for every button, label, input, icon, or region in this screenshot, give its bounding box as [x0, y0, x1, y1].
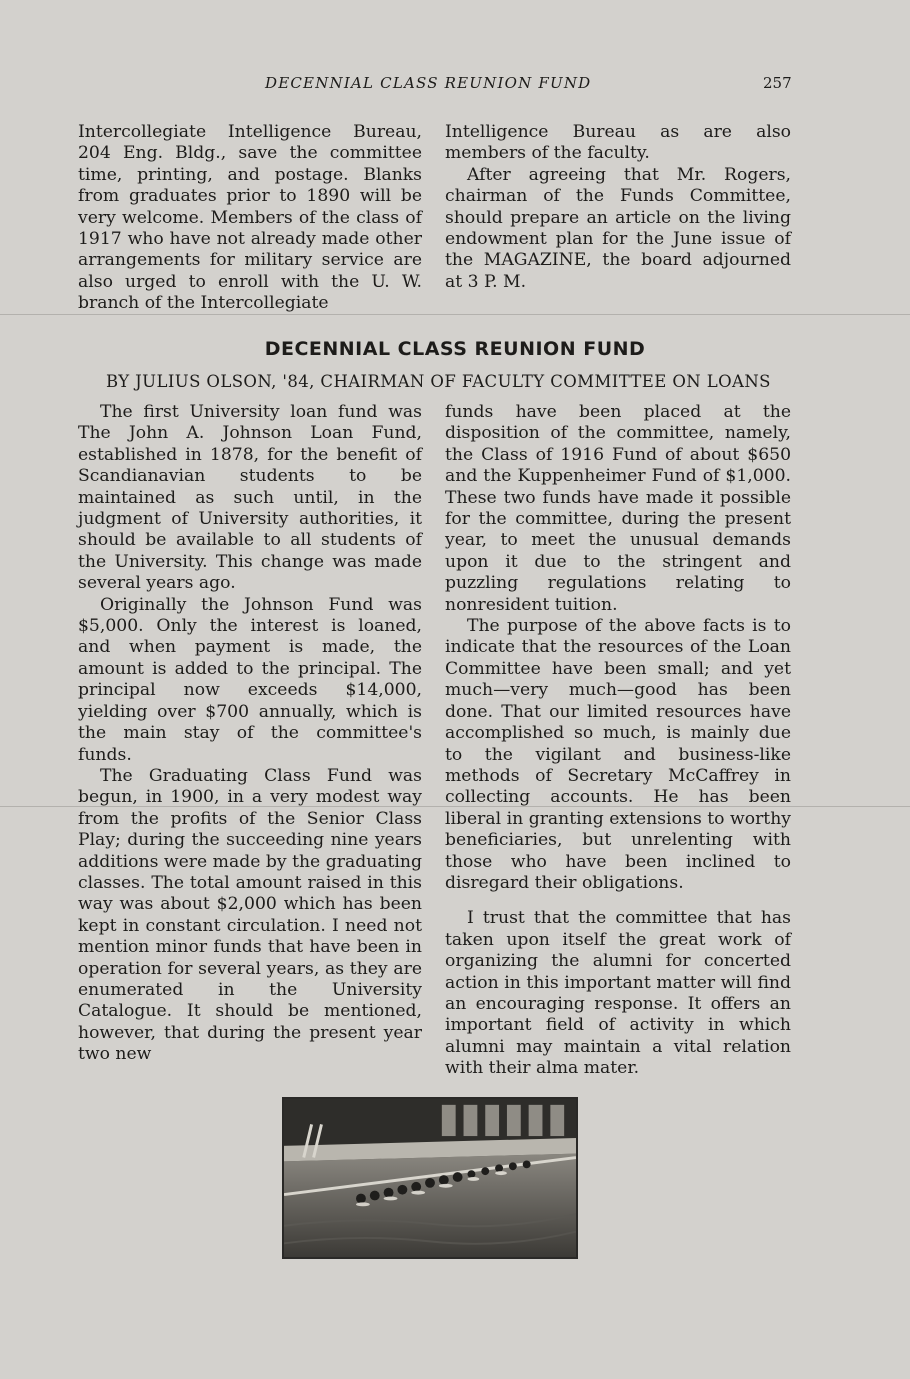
article-left-column: [78, 402, 422, 1066]
pool-photo-image: [284, 1099, 576, 1257]
article-paragraph: The Graduating Class Fund was begun, in 1900, in a very modest way from the profits of the Senior Class Play; during the succeeding nine years additions were made by the graduating classes. The total amount raised in this way was about $2,000 which has been kept in constant circulation. I need not mention minor funds that have been in operation for several years, as they are enumerated in the University Catalogue. It should be mentioned, however, that during the present year two new: [78, 765, 422, 1065]
top-right-column: [445, 122, 791, 293]
paragraph-gap: [445, 894, 791, 908]
top-right-paragraph-2: After agreeing that Mr. Rogers, chairman of the Funds Committee, should prepare an article on the living endowment plan for the June issue of the MAGAZINE, the board adjourned at 3 P. M.: [445, 164, 791, 292]
top-left-column: [78, 122, 422, 315]
page-number: 257: [763, 74, 792, 92]
paper-fold-line: [0, 314, 910, 315]
article-right-column: [445, 402, 791, 1080]
article-paragraph: The purpose of the above facts is to indicate that the resources of the Loan Committee have been small; and yet much—very much—good has been done. That our limited resources have accomplished so much, is mainly due to the vigilant and business-like methods of Secretary McCaffrey in collecting accounts. He has been liberal in granting extensions to worthy beneficiaries, but unrelenting with those who have been inclined to disregard their obligations.: [445, 616, 791, 893]
running-head: [0, 74, 910, 96]
running-title: DECENNIAL CLASS REUNION FUND: [265, 74, 592, 92]
article-paragraph: funds have been placed at the disposition of the committee, namely, the Class of 1916 Fund of about $650 and the Kuppenheimer Fund of $1,000. These two funds have made it possible for the committee, during the present year, to meet the unusual demands upon it due to the stringent and puzzling regulations relating to nonresident tuition.: [445, 402, 791, 615]
article-byline: BY JULIUS OLSON, '84, CHAIRMAN OF FACULTY COMMITTEE ON LOANS: [106, 372, 771, 391]
swimming-pool-photo: [282, 1097, 578, 1259]
article-paragraph: The first University loan fund was The John A. Johnson Loan Fund, established in 1878, for the benefit of Scandianavian students to be maintained as such until, in the judgment of University authorities, it should be available to all students of the University. This change was made several years ago.: [78, 402, 422, 594]
article-paragraph: Originally the Johnson Fund was $5,000. Only the interest is loaned, and when payment is made, the amount is added to the principal. The principal now exceeds $14,000, yielding over $700 annually, which is the main stay of the committee's funds.: [78, 594, 422, 765]
top-left-paragraph: Intercollegiate Intelligence Bureau, 204 Eng. Bldg., save the committee time, printing, and postage. Blanks from graduates prior to 1890 will be very welcome. Members of the class of 1917 who have not already made other arrangements for military service are also urged to enroll with the U. W. branch of the Intercollegiate: [78, 122, 422, 314]
paper-fold-line: [0, 806, 910, 807]
top-right-paragraph-1: Intelligence Bureau as are also members of the faculty.: [445, 122, 791, 164]
article-title: DECENNIAL CLASS REUNION FUND: [264, 338, 646, 360]
article-paragraph: I trust that the committee that has taken upon itself the great work of organizing the alumni for concerted action in this important matter will find an encouraging response. It offers an important field of activity in which alumni may maintain a vital relation with their alma mater.: [445, 908, 791, 1079]
